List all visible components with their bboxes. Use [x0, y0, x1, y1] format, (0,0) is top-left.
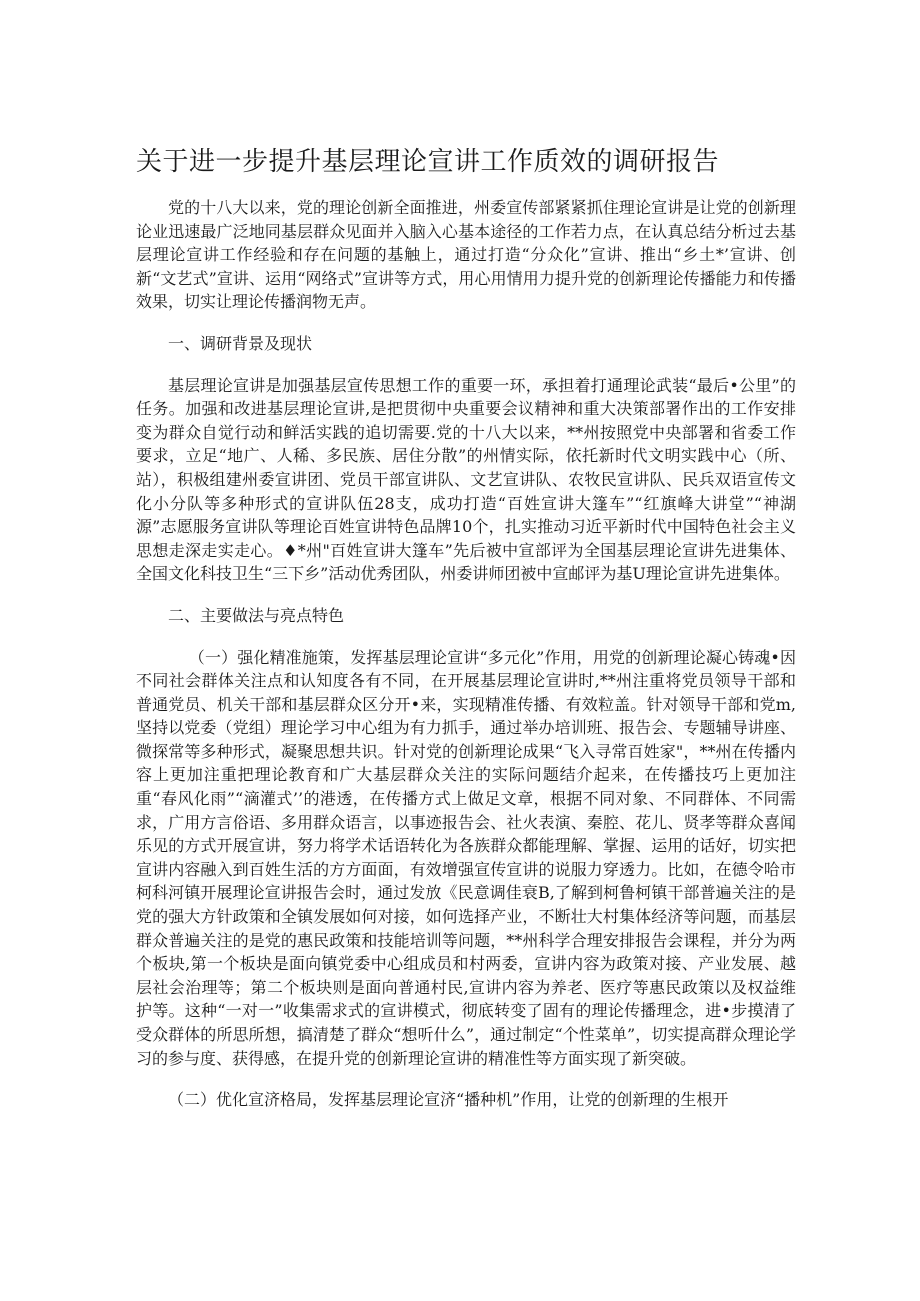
intro-paragraph: 党的十八大以来，党的理论创新全面推进，州委宣传部紧紧抓住理论宣讲是让党的创新理论业迅速最广泛地同基层群众见面并入脑入心基本途径的工作若力点，在认真总结分析过去基层理论宣讲工作经验和存在问题的基触上，通过打造“分众化”宣讲、推出“乡土*’宣讲、创新“文艺式”宣讲、运用“网络式”宣讲等方式，用心用情用力提升党的创新理论传播能力和传播效果，切实让理论传播润物无声。: [136, 198, 796, 312]
subsection-1-paragraph: （一）强化精准施策，发挥基层理论宣讲“多元化”作用，用党的创新理论凝心铸魂•因不同社会群体关注点和认知度各有不同，在开展基层理论宣讲时,**州注重将党员领导干部和普通党员、机关干部和基层群众区分开•来，实现精准传播、有效粒盖。针对领导干部和党m,坚持以党委（党组）理论学习中心组为有力抓手，通过举办培训班、报告会、专题辅导讲座、微探常等多种形式，凝聚思想共识。针对党的创新理论成果“飞入寻常百姓家"，**州在传播内容上更加注重把理论教育和广大基层群众关注的实际问题结介起来，在传播技巧上更加注重“春风化雨”“滴灌式’’的港透，在传播方式上做足文章，根据不同对象、不同群体、不同需求，广用方言俗语、多用群众语言，以事迹报告会、社火表演、秦腔、花儿、贤孝等群众喜闻乐见的方式开展宣讲，努力将学术话语转化为各族群众都能理解、掌握、运用的话好，切实把宣讲内容融入到百姓生活的方方面面，有效增强宣传宣讲的说服力穿透力。比如，在德令哈市柯科河镇开展理论宣讲报告会时，通过发放《民意调佳衰B,了解到柯鲁柯镇干部普遍关注的是党的强大方针政策和全镇发展如何对接，如何选择产业，不断壮大村集体经济等问题，而基层群众普遍关注的是党的惠民政策和技能培训等问题，**州科学合理安排报告会课程，并分为两个板块,第一个板块是面向镇党委中心组成员和村两委，宣讲内容为政策对接、产业发展、越层社会治理等；第二个板块则是面向普通村民,宣讲内容为养老、医疗等惠民政策以及权益维护等。这种“一对一”收集需求式的宣讲模式，彻底转变了固有的理论传播理念，进•步摸清了受众群体的所思所想，搞清楚了群众“想听什么”，通过制定“个性菜单”，切实提高群众理论学习的参与度、获得感，在提升党的创新理论宣讲的精准性等方面实现了新突破。: [136, 647, 796, 1068]
subsection-2-paragraph: （二）优化宣济格局，发挥基层理论宣济“播种机”作用，让党的创新理的生根开: [168, 1090, 729, 1110]
section-1-heading: 一、调研背景及现状: [168, 333, 313, 353]
section-1-paragraph: 基层理论宣讲是加强基层宣传思想工作的重要一环，承担着打通理论武装“最后•公里”的任务。加强和改进基层理论宣讲,是把贯彻中央重要会议精神和重大决策部署作出的工作安排变为群众自觉行动和鲜活实践的追切需要.党的十八大以来，**州按照党中央部署和省委工作要求，立足“地广、人稀、多民族、居住分散”的州情实际，依托新时代文明实践中心（所、站），积极组建州委宣讲团、党员干部宣讲队、文艺宣讲队、农牧民宣讲队、民兵双语宣传文化小分队等多种形式的宣讲队伍28支，成功打造“百姓宣讲大篷车”“红旗峰大讲堂”“神湖源”志愿服务宣讲队等理论百姓宣讲特色品牌10个，扎实推动习近平新时代中国特色社会主义思想走深走实走心。♦*州"百姓宣讲大篷车”先后被中宣部评为全国基层理论宣讲先进集体、全国文化科技卫生“三下乡”活动优秀团队，州委讲师团被中宣邮评为基U理论宣讲先进集体。: [136, 375, 796, 584]
document-title: 关于进一步提升基层理论宣讲工作质效的调研报告: [136, 147, 720, 177]
document-body: [136, 196, 796, 1112]
section-2-heading: 二、主要做法与亮点特色: [168, 605, 345, 625]
